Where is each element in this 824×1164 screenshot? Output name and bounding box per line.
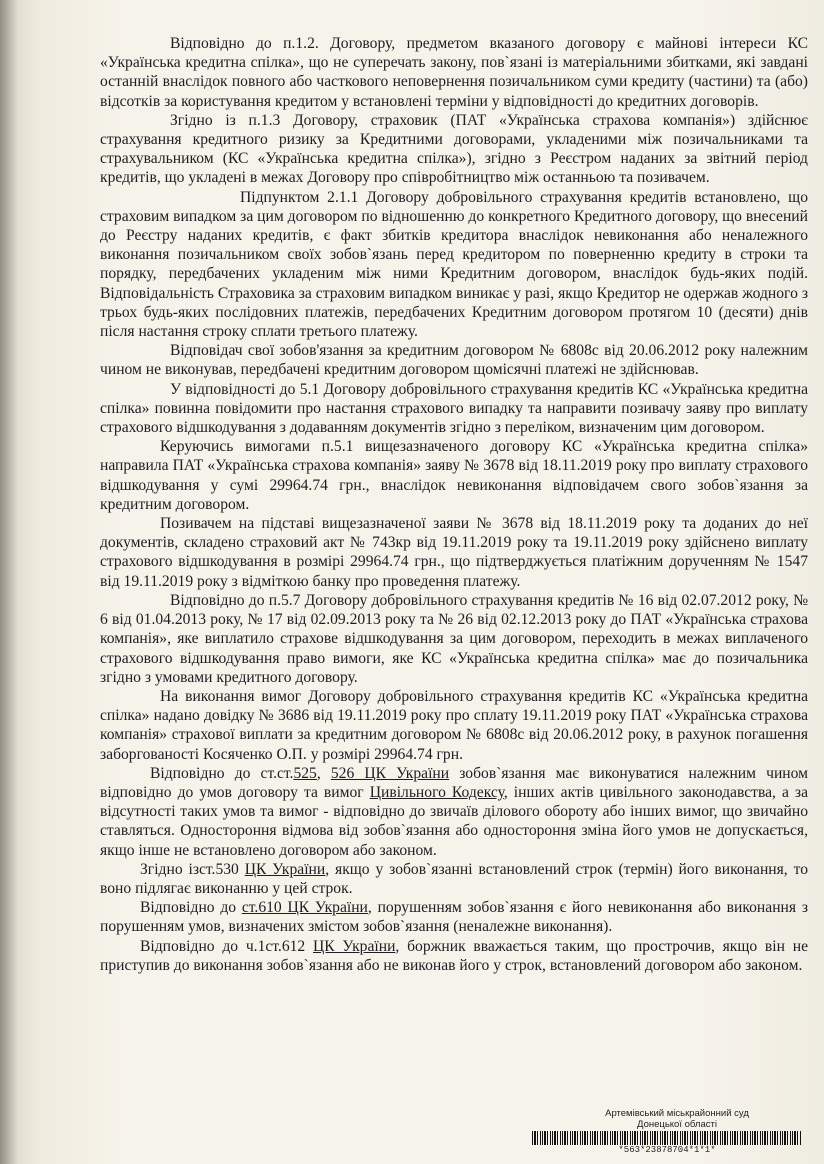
- civil-code-link[interactable]: Цивільного Кодексу: [369, 783, 504, 801]
- paragraph-11-text-a: Згідно ізст.530: [140, 860, 245, 878]
- law-link-530[interactable]: ЦК України: [244, 860, 326, 878]
- paragraph-8: Відповідно до п.5.7 Договору добровільного страхування кредитів № 16 від 02.07.2012 року, № 6 від 01.04.2013 року, № 17 від 02.09.2013 року та № 26 від 02.12.2013 року до ПАТ «Українська страхова компанія», яке виплатило страхове відшкодування за цим договором, переходить в межах виплаченого страхового відшкодування право вимоги, яке КС «Українська кредитна спілка» має до позичальника згідно з умовами кредитного договору.: [100, 591, 808, 686]
- paragraph-11-text-b: , якщо у зобов`язанні встановлений строк (термін) його виконання, то воно підлягає виконанню у цей строк.: [100, 860, 808, 897]
- paragraph-4: Відповідач свої зобов'язання за кредитним договором № 6808с від 20.06.2012 року належним чином не виконував, передбачені кредитним договором щомісячні платежі не здійснював.: [100, 342, 808, 379]
- barcode-number: *563*23878704*1*1*: [618, 1145, 716, 1155]
- paragraph-9: На виконання вимог Договору добровільного страхування кредитів КС «Українська кредитна спілка» надано довідку № 3686 від 19.11.2019 року про сплату 19.11.2019 року ПАТ «Українська страхова компанія» страхової виплати за кредитним договором № 6808с від 20.06.2012 року, в рахунок погашення заборгованості Косяченко О.П. у розмірі 29964.74 грн.: [100, 687, 808, 763]
- paragraph-13-text-b: , боржник вважається таким, що прострочив, якщо він не приступив до виконання зобов`язання або не виконав його у строк, встановлений договором або законом.: [100, 937, 809, 974]
- paragraph-5: У відповідності до 5.1 Договору добровільного страхування кредитів КС «Українська кредитна спілка» повинна повідомити про настання страхового випадку та направити позивачу заяву про виплату страхового відшкодування з додаванням документів згідно з переліком, визначеним цим договором.: [100, 380, 808, 437]
- barcode: [532, 1131, 802, 1145]
- paragraph-2: Згідно із п.1.3 Договору, страховик (ПАТ «Українська страхова компанія») здійснює страхування кредитного ризику за Кредитними договорами, укладеними між позичальниками та страхувальником (КС «Українська кредитна спілка»), згідно з Реєстром наданих за звітний період кредитів, що укладені в межах Договору про співробітництво між останньою та позивачем.: [100, 111, 808, 187]
- law-link-526[interactable]: 526 ЦК України: [330, 764, 450, 782]
- paragraph-7: Позивачем на підставі вищезазначеної заяви № 3678 від 18.11.2019 року та доданих до неї документів, складено страховий акт № 743кр від 19.11.2019 року та 19.11.2019 року здійснено виплату страхового відшкодування в розмірі 29964.74 грн., що підтверджується платіжним дорученням № 1547 від 19.11.2019 року з відміткою банку про проведення платежу.: [100, 515, 808, 590]
- paragraph-10-text-a: Відповідно до ст.ст.: [150, 764, 294, 782]
- paragraph-3: Підпунктом 2.1.1 Договору добровільного страхування кредитів встановлено, що страховим випадком за цим договором по відношенню до конкретного Кредитного договору, що внесений до Реєстру наданих кредитів, є факт збитків кредитора внаслідок невиконання або неналежного виконання позичальником своїх зобов`язань перед кредитором по поверненню кредиту в строки та порядку, передбачених укладеним між ними Кредитним договором, внаслідок будь-яких подій. Відповідальність Страховика за страховим випадком виникає у разі, якщо Кредитор не одержав жодного з трьох будь-яких послідовних платежів, передбачених Кредитним договором протягом 10 (десяти) днів після настання строку сплати третього платежу.: [100, 188, 808, 341]
- court-stamp: [522, 1108, 812, 1160]
- paragraph-10: [100, 764, 808, 860]
- paragraph-12-text-a: Відповідно до: [140, 899, 242, 917]
- paragraph-13-text-a: Відповідно до ч.1ст.612: [140, 937, 313, 955]
- law-link-525[interactable]: 525: [293, 764, 317, 782]
- law-link-610[interactable]: ст.610 ЦК України: [241, 899, 368, 917]
- court-name-line-2: Донецької області: [637, 1119, 717, 1130]
- law-link-612[interactable]: ЦК України: [313, 937, 396, 955]
- court-name-line-1: Артемівський міськрайонний суд: [605, 1108, 749, 1119]
- paragraph-10-text-c: , інших актів цивільного законодавства, а за відсутності таких умов та вимог - відповідно до звичаїв ділового обороту або інших вимог, що звичайно ставляться. Одностороння відмова від зобов`язання або одностороння зміна його умов не допускається, якщо інше не встановлено договором або законом.: [100, 783, 808, 859]
- paragraph-10-text-b: зобов`язання має виконуватися належним чином відповідно до умов договору та вимог: [100, 764, 809, 801]
- paragraph-10-sep: ,: [316, 764, 331, 782]
- paragraph-12: [100, 898, 808, 936]
- paragraph-11: [100, 860, 808, 898]
- binding-shadow: [0, 0, 18, 1164]
- paragraph-12-text-b: , порушенням зобов`язання є його невиконання або виконання з порушенням умов, визначених змістом зобов`язання (неналежне виконання).: [100, 899, 808, 936]
- document-body: [100, 34, 808, 975]
- paragraph-1: Відповідно до п.1.2. Договору, предметом вказаного договору є майнові інтереси КС «Українська кредитна спілка», що не суперечать закону, пов`язані із матеріальними збитками, які завдані останній внаслідок повного або часткового неповернення позичальником суми кредиту (частини) та (або) відсотків за користування кредитом у встановлені терміни у відповідності до кредитних договорів.: [100, 35, 808, 110]
- paragraph-6: Керуючись вимогами п.5.1 вищезазначеного договору КС «Українська кредитна спілка» направила ПАТ «Українська страхова компанія» заяву № 3678 від 18.11.2019 року про виплату страхового відшкодування у сумі 29964.74 грн., внаслідок невиконання відповідачем свого зобов`язання за кредитним договором.: [100, 438, 808, 513]
- paragraph-13: [100, 937, 808, 975]
